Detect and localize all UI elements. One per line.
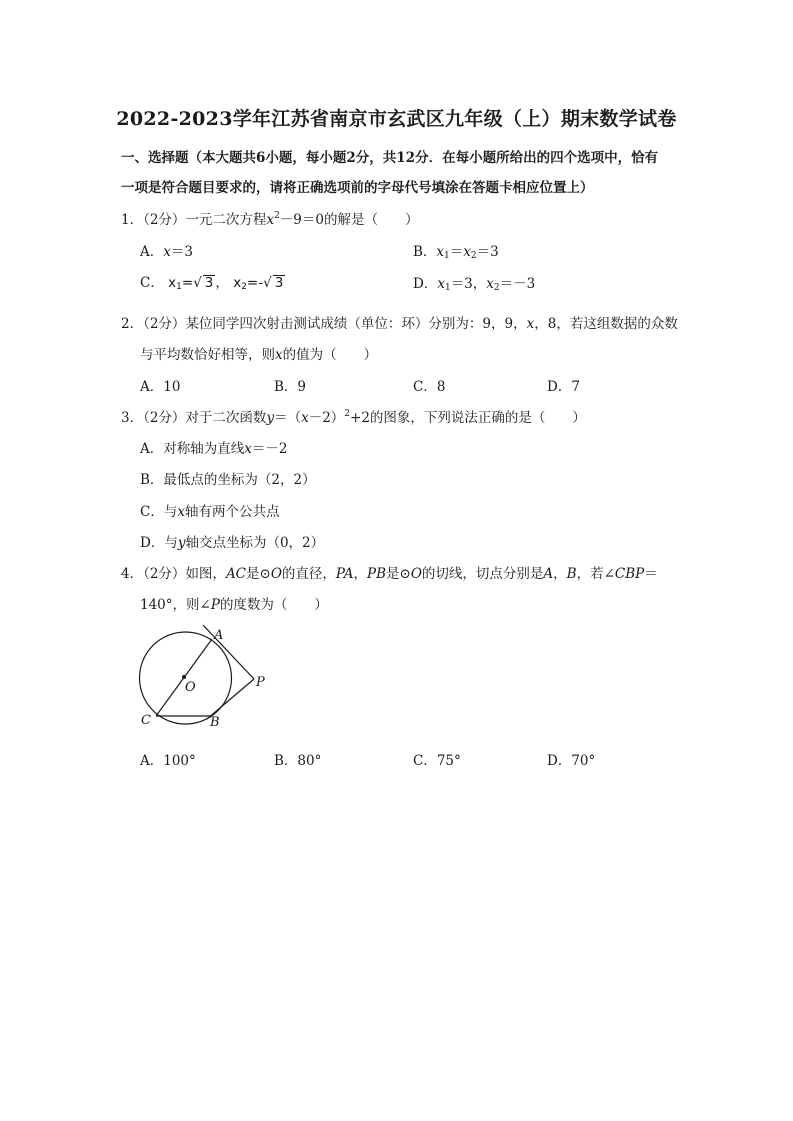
option-text: ， [215,275,229,291]
label-a: A [214,628,224,643]
section-heading-line2: 一项是符合题目要求的，请将正确选项前的字母代号填涂在答题卡相应位置上） [121,180,594,196]
variable: y [177,535,186,551]
stem-text: 的度数为（ ） [219,597,328,613]
option-text: ＝3 [476,244,499,260]
question-score: （2分） [143,316,186,332]
question-4-stem-line2 [140,593,328,613]
subscript: 2 [493,283,500,293]
stem-text: 是⊙ [386,566,411,582]
question-number: 2． [121,316,144,332]
variable: x [463,244,471,260]
variable: x [177,504,185,520]
variable: x [168,275,177,291]
sqrt-icon: √ [263,275,272,291]
option-text: C．与 [140,504,178,520]
q1-option-d [413,272,535,292]
stem-text: 的直径， [281,566,336,582]
stem-text: ，8，若这组数据的众数 [534,316,678,332]
question-number: 1． [121,212,144,228]
q1-option-b [413,240,499,260]
option-label: C． [140,275,164,291]
q2-option-b: B．9 [274,379,307,395]
variable: x [233,275,242,291]
option-text: = [181,275,194,291]
stem-text: ＝ [644,566,658,582]
stem-text: 是⊙ [246,566,271,582]
q3-option-a [140,437,287,457]
label-c: C [141,713,151,728]
variable: A [543,566,554,582]
q3-option-b: B．最低点的坐标为（2，2） [140,472,316,488]
option-text: =- [246,275,264,291]
question-2-stem-line2 [140,343,377,363]
variable: x [301,410,309,426]
q2-option-c: C．8 [413,379,446,395]
question-number: 4． [121,566,144,582]
stem-text: ＝（ [274,410,302,426]
option-text: A．对称轴为直线 [140,441,245,457]
option-text: 轴交点坐标为（0，2） [185,535,325,551]
option-text: ＝ [449,244,464,260]
question-score: （2分） [143,410,186,426]
exponent: 2 [344,409,351,419]
subscript: 1 [176,282,182,292]
variable: x [275,347,283,363]
stem-text: 如图， [185,566,226,582]
stem-text: －2） [308,410,345,426]
label-o: O [185,680,196,695]
stem-text: ， [553,566,567,582]
option-label: A． [140,244,164,260]
q4-option-b: B．80° [274,753,322,769]
option-text: ＝－3 [499,276,536,292]
question-number: 3． [121,410,144,426]
stem-text: ，若∠ [576,566,615,582]
variable: PA [335,566,354,582]
geometry-figure [128,620,278,732]
question-2-stem [121,312,678,332]
question-4-stem [121,562,658,582]
q2-option-a: A．10 [140,379,181,395]
subscript: 1 [444,251,450,261]
variable: CBP [614,566,645,582]
stem-text: 与平均数恰好相等，则 [140,347,275,363]
page-title: 2022-2023学年江苏省南京市玄武区九年级（上）期末数学试卷 [116,108,677,130]
option-label: D． [413,276,438,292]
q3-option-c [140,500,279,520]
option-text: D．与 [140,535,178,551]
subscript: 2 [241,282,247,292]
variable: x [244,441,252,457]
label-b: B [210,715,220,730]
stem-text: 一元二次方程 [185,212,267,228]
section-heading-line1: 一、选择题（本大题共6小题，每小题2分，共12分．在每小题所给出的四个选项中，恰有 [121,150,659,166]
stem-text: ， [353,566,368,582]
variable: O [270,566,282,582]
variable: x [163,244,171,260]
variable: x [436,244,445,260]
sqrt-icon: √ [193,275,202,291]
stem-text: 的切线，切点分别是 [421,566,544,582]
subscript: 1 [444,283,451,293]
option-label: B． [413,244,437,260]
tangent-pa [203,625,254,679]
q4-option-d: D．70° [547,753,596,769]
variable: x [526,316,535,332]
option-text: 轴有两个公共点 [184,504,280,520]
variable: O [410,566,422,582]
question-score: （2分） [143,212,186,228]
q2-option-d: D．7 [547,379,580,395]
stem-text: 对于二次函数 [185,410,267,426]
exponent: 2 [274,211,280,221]
stem-text: 140°，则∠ [140,597,211,613]
option-text: ＝－2 [251,441,288,457]
stem-text: 某位同学四次射击测试成绩（单位：环）分别为：9，9， [185,316,527,332]
subscript: 2 [470,251,477,261]
q4-option-c: C．75° [413,753,461,769]
variable: x [486,276,494,292]
option-text: ＝3， [450,276,487,292]
label-p: P [256,675,265,690]
variable: B [566,566,577,582]
center-point [182,675,186,679]
stem-text: +2的图象，下列说法正确的是（ ） [350,410,586,426]
variable: P [210,597,220,613]
stem-text: 的值为（ ） [282,347,378,363]
variable: x [266,212,275,228]
radicand: 3 [274,275,284,291]
question-3-stem [121,406,586,426]
variable: AC [225,566,247,582]
q1-option-a [140,240,193,260]
variable: PB [367,566,387,582]
radicand: 3 [204,275,214,291]
question-score: （2分） [143,566,186,582]
q3-option-d [140,531,324,551]
variable: x [437,276,445,292]
variable: y [266,410,275,426]
option-text: ＝3 [170,244,193,260]
q4-option-a: A．100° [140,753,196,769]
stem-text: －9＝0的解是（ ） [279,212,419,228]
question-1-stem [121,208,418,228]
q1-option-c [140,271,285,291]
